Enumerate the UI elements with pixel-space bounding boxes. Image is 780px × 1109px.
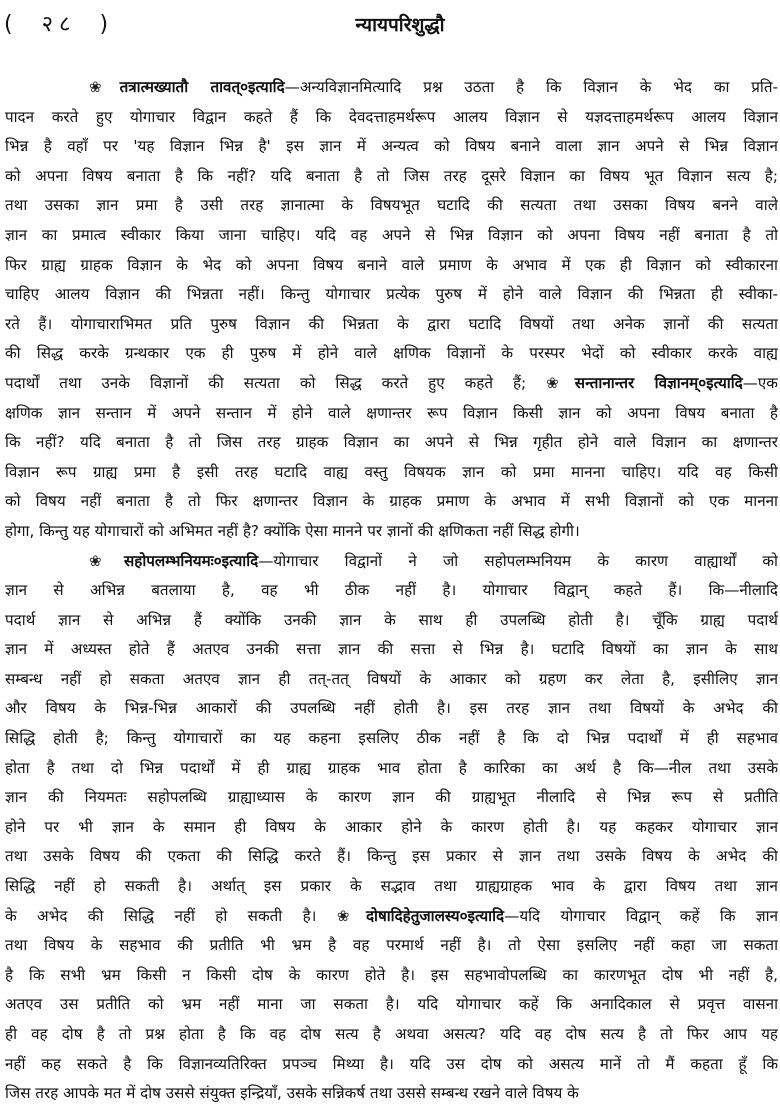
line-text: पदार्थों तथा उनके विज्ञानों की सत्यता को सिद्ध करते हुए कहते हैं; xyxy=(5,373,527,392)
running-title: न्यायपरिशुद्धौ xyxy=(355,14,445,36)
body-text xyxy=(5,73,778,1109)
text-line xyxy=(5,191,778,221)
text-line xyxy=(5,310,778,340)
text-line xyxy=(5,694,778,724)
line-text: रते हैं। योगाचाराभिमत प्रति पुरुष विज्ञान की भिन्नता के द्वारा घटादि विषयों तथा अनेक ज्ञानों की सत्यता xyxy=(5,314,778,333)
text-line xyxy=(5,162,778,192)
page-number: ( २८ ) xyxy=(4,12,115,37)
text-line xyxy=(5,458,778,488)
line-text: तथा उसके विषय की एकता की सिद्धि करते हैं। किन्तु इस प्रकार से ज्ञान तथा उसके विषय के अभेद की xyxy=(5,847,778,866)
line-text: ज्ञान की नियमतः सहोपलब्धि ग्राह्याध्यास के कारण ज्ञान की ग्राह्यभूत नीलादि से भिन्न रूप से प्रतीति xyxy=(5,788,778,807)
flower-ornament-icon: ❀ xyxy=(89,551,123,570)
text-line xyxy=(5,132,778,162)
line-text: है कि सभी भ्रम किसी न किसी दोष के कारण होते है। इस सहभावोपलब्धि का कारणभूत दोष भी नहीं है, xyxy=(5,965,778,984)
text-line xyxy=(5,842,778,872)
text-line xyxy=(5,1020,778,1050)
line-text: ज्ञान का प्रमात्व स्वीकार किया जाना चाहिए। यदि वह अपने से भिन्न विज्ञान को अपना विषय नहीं बनाता है तो xyxy=(5,225,778,244)
text-line xyxy=(5,547,778,577)
text-line xyxy=(5,251,778,281)
text-line xyxy=(5,221,778,251)
line-text: विज्ञान रूप ग्राह्य प्रमा है इसी तरह घटादि वाह्य वस्तु विषयक ज्ञान को प्रमा मानना चाहिए। यदि वह किसी xyxy=(5,462,778,481)
text-line xyxy=(5,872,778,902)
text-line xyxy=(5,280,778,310)
line-text: —अन्यविज्ञानमित्यादि प्रश्न उठता है कि विज्ञान के भेद का प्रति- xyxy=(284,78,778,96)
line-text: होगा, किन्तु यह योगाचारों को अभिमत नहीं है? क्योंकि ऐसा मानने पर ज्ञानों की क्षणिकता नहीं सिद्ध होगी। xyxy=(5,521,580,540)
line-text: ज्ञान से अभिन्न बतलाया है, वह भी ठीक नहीं है। योगाचार विद्वान् कहते हैं। कि—नीलादि xyxy=(5,581,778,600)
flower-ornament-icon: ❀ xyxy=(89,78,119,96)
line-text: होता है तथा दो भिन्न पदार्थों में ही ग्राह्य ग्राहक भाव होता है कारिका का अर्थ है कि—नील तथा उसके xyxy=(5,758,778,777)
text-line xyxy=(5,1050,778,1080)
text-line xyxy=(5,339,778,369)
text-line xyxy=(5,517,778,547)
line-text: तथा विषय के सहभाव की प्रतीति भी भ्रम है वह परमार्थ नहीं है। तो ऐसा इसलिए नहीं कहा जा सकता xyxy=(5,936,778,955)
line-text: सिद्धि नहीं हो सकती है। अर्थात् इस प्रकार के सद्भाव तथा ग्राह्यग्राहक भाव के द्वारा विषय तथा ज्ञान xyxy=(5,877,778,896)
line-text: को विषय नहीं बनाता है तो फिर क्षणान्तर विज्ञान के ग्राहक प्रमाण के अभाव में सभी विज्ञानों को एक मानना xyxy=(5,492,778,511)
text-line xyxy=(5,606,778,636)
text-line xyxy=(5,428,778,458)
line-text: ही वह दोष है तो प्रश्न होता है कि वह दोष सत्य है अथवा असत्य? यदि वह दोष सत्य है तो फिर आप यह xyxy=(5,1025,778,1043)
line-text: कि नहीं? यदि बनाता है तो जिस तरह ग्राहक विज्ञान का अपने से भिन्न गृहीत होने वाले विज्ञान का क्षणान्तर xyxy=(5,433,778,452)
line-text: —योगाचार विद्वानों ने जो सहोपलम्भनियम के कारण वाह्यार्थों को xyxy=(258,551,778,570)
text-line xyxy=(5,1079,778,1109)
line-text: और विषय के भिन्न-भिन्न आकारों की उपलब्धि नहीं होती है। इस तरह ज्ञान तथा विषयों के अभेद की xyxy=(5,699,778,718)
text-line xyxy=(5,813,778,843)
text-line xyxy=(5,931,778,961)
line-text: फिर ग्राह्य ग्राहक विज्ञान के भेद को अपना विषय बनाने वाले प्रमाण के अभाव में एक ही विज्ञान को स्वीकारना xyxy=(5,255,778,274)
text-line xyxy=(5,103,778,133)
text-line xyxy=(5,369,778,399)
line-text: पादन करते हुए योगाचार विद्वान कहते हैं कि देवदत्ताहमर्थरूप आलय विज्ञान से यज्ञदत्ताहमर्थरूप आलय विज्ञान xyxy=(5,107,778,126)
line-text: अतएव उस प्रतीति को भ्रम नहीं माना जा सकता है। यदि योगाचार कहें कि अनादिकाल से प्रवृत्त वासना xyxy=(5,995,778,1014)
lemma-heading: सन्तानान्तर विज्ञानम्०इत्यादि xyxy=(574,373,743,392)
text-line xyxy=(5,783,778,813)
line-text: ज्ञान में अध्यस्त होते हैं अतएव उनकी सत्ता ज्ञान की सत्ता से भिन्न है। घटादि विषयों का ज्ञान के साथ xyxy=(5,640,778,659)
line-text: जिस तरह आपके मत में दोष उससे संयुक्त इन्द्रियाँ, उसके सन्निकर्ष तथा उससे सम्बन्ध रखने वाले विषय के xyxy=(5,1084,579,1103)
text-line xyxy=(5,990,778,1020)
text-line xyxy=(5,487,778,517)
lemma-heading: तत्रात्मख्यातौ तावत्०इत्यादि xyxy=(119,78,285,96)
line-text: भिन्न है वहाँ पर 'यह विज्ञान भिन्न है' इस ज्ञान में अन्यत्व को विषय बनाने वाला ज्ञान अपने से भिन्न विज्ञान xyxy=(5,137,778,156)
text-line xyxy=(5,754,778,784)
text-line xyxy=(5,399,778,429)
line-text: सम्बन्ध नहीं हो सकता अतएव ज्ञान ही तत्-तत् विषयों के आकार को ग्रहण कर लेता है, इसीलिए ज्ञान xyxy=(5,669,778,688)
page-header xyxy=(0,8,780,42)
paragraph xyxy=(5,73,778,547)
line-text: चाहिए आलय विज्ञान की भिन्नता नहीं। किन्तु योगाचार प्रत्येक पुरुष में होने वाले विज्ञान की भिन्नता ही स्वीका- xyxy=(5,285,778,304)
line-text: को अपना विषय बनाता है कि नहीं? यदि बनाता है तो जिस तरह दूसरे विज्ञान का विषय भूत विज्ञान सत्य है; xyxy=(5,166,778,185)
flower-ornament-icon: ❀ xyxy=(336,906,365,925)
text-line xyxy=(5,665,778,695)
line-text: क्षणिक ज्ञान सन्तान में अपने सन्तान में होने वाले क्षणान्तर रूप विज्ञान किसी ज्ञान को अपना विषय बनाता है xyxy=(5,403,778,422)
line-text: के अभेद की सिद्धि नहीं हो सकती है। xyxy=(5,906,317,925)
text-line xyxy=(5,73,778,103)
text-line xyxy=(5,902,778,932)
line-text: होने पर भी ज्ञान के समान ही विषय के आकार होने के कारण होती है। यह कहकर योगाचार ज्ञान xyxy=(5,817,778,836)
line-text: —एक xyxy=(742,373,778,392)
line-text: नहीं कह सकते है कि विज्ञानव्यतिरिक्त प्रपञ्च मिथ्या है। यदि उस दोष को असत्य मानें तो मैं कहता हूँ कि xyxy=(5,1054,778,1073)
line-text: —यदि योगाचार विद्वान् कहें कि ज्ञान xyxy=(504,906,778,925)
line-text: की सिद्ध करके ग्रन्थकार एक ही पुरुष में होने वाले क्षणिक विज्ञानों के परस्पर भेदों को स्वीकार करके वाह्य xyxy=(5,344,778,363)
paragraph xyxy=(5,547,778,1109)
flower-ornament-icon: ❀ xyxy=(546,373,574,392)
text-line xyxy=(5,724,778,754)
text-line xyxy=(5,576,778,606)
text-line xyxy=(5,961,778,991)
line-text: तथा उसका ज्ञान प्रमा है उसी तरह ज्ञानात्मा के विषयभूत घटादि की सत्यता तथा उसका विषय बनने वाले xyxy=(5,196,778,215)
text-line xyxy=(5,635,778,665)
line-text: सिद्धि होती है; किन्तु योगाचारों का यह कहना इसलिए ठीक नहीं है कि दो भिन्न पदार्थों में ही सहभाव xyxy=(5,729,778,748)
lemma-heading: सहोपलम्भनियमः०इत्यादि xyxy=(123,551,259,570)
lemma-heading: दोषादिहेतुजालस्य०इत्यादि xyxy=(365,906,505,925)
line-text: पदार्थ ज्ञान से अभिन्न हैं क्योंकि उनकी ज्ञान के साथ ही उपलब्धि होती है। चूँकि ग्राह्य पदार्थ xyxy=(5,610,778,629)
